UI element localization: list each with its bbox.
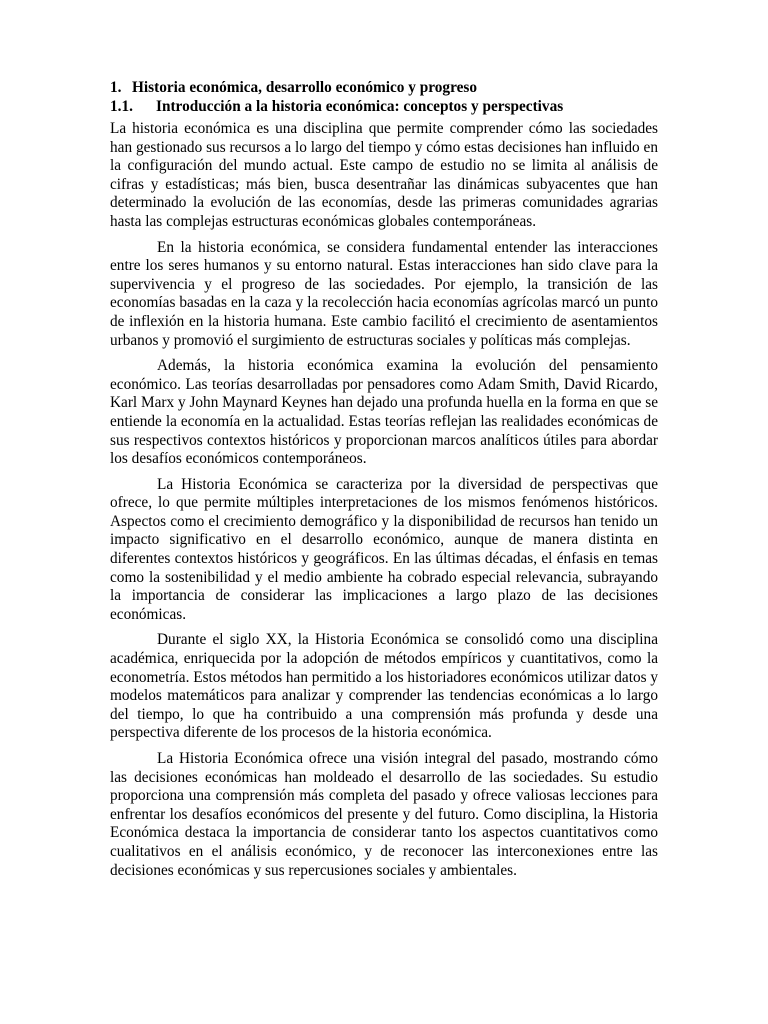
- document-page: [110, 78, 658, 880]
- paragraph-4: La Historia Económica se caracteriza por la diversidad de perspectivas que ofrece, lo que permite múltiples interpretaciones de los mismos fenómenos históricos. Aspectos como el crecimiento demográfico y la disponibilidad de recursos han tenido un impacto significativo en el desarrollo económico, aunque de manera distinta en diferentes contextos históricos y geográficos. En las últimas décadas, el énfasis en temas como la sostenibilidad y el medio ambiente ha cobrado especial relevancia, subrayando la importancia de considerar las implicaciones a largo plazo de las decisiones económicas.: [110, 475, 658, 623]
- paragraph-2: En la historia económica, se considera fundamental entender las interacciones entre los seres humanos y su entorno natural. Estas interacciones han sido clave para la supervivencia y el progreso de las sociedades. Por ejemplo, la transición de las economías basadas en la caza y la recolección hacia economías agrícolas marcó un punto de inflexión en la historia humana. Este cambio facilitó el crecimiento de asentamientos urbanos y promovió el surgimiento de estructuras sociales y políticas más complejas.: [110, 238, 658, 349]
- subsection-heading: [110, 97, 658, 116]
- section-heading: [110, 78, 658, 97]
- paragraph-5: Durante el siglo XX, la Historia Económica se consolidó como una disciplina académica, enriquecida por la adopción de métodos empíricos y cuantitativos, como la econometría. Estos métodos han permitido a los historiadores económicos utilizar datos y modelos matemáticos para analizar y comprender las tendencias económicas a lo largo del tiempo, lo que ha contribuido a una comprensión más profunda y desde una perspectiva diferente de los procesos de la historia económica.: [110, 631, 659, 742]
- section-title: Historia económica, desarrollo económico y progreso: [132, 79, 477, 96]
- section-number: 1.: [110, 79, 122, 96]
- subsection-number: 1.1.: [110, 98, 133, 115]
- body-text: [110, 120, 658, 880]
- subsection-title: Introducción a la historia económica: conceptos y perspectivas: [156, 98, 564, 115]
- paragraph-1: La historia económica es una disciplina que permite comprender cómo las sociedades han gestionado sus recursos a lo largo del tiempo y cómo estas decisiones han influido en la configuración del mundo actual. Este campo de estudio no se limita al análisis de cifras y estadísticas; más bien, busca desentrañar las dinámicas subyacentes que han determinado la evolución de las economías, desde las primeras comunidades agrarias hasta las complejas estructuras económicas globales contemporáneas.: [110, 120, 658, 230]
- paragraph-3: Además, la historia económica examina la evolución del pensamiento económico. Las teorías desarrolladas por pensadores como Adam Smith, David Ricardo, Karl Marx y John Maynard Keynes han dejado una profunda huella en la forma en que se entiende la economía en la actualidad. Estas teorías reflejan las realidades económicas de sus respectivos contextos históricos y proporcionan marcos analíticos útiles para abordar los desafíos económicos contemporáneos.: [110, 357, 658, 468]
- paragraph-6: La Historia Económica ofrece una visión integral del pasado, mostrando cómo las decisiones económicas han moldeado el desarrollo de las sociedades. Su estudio proporciona una comprensión más completa del pasado y ofrece valiosas lecciones para enfrentar los desafíos económicos del presente y del futuro. Como disciplina, la Historia Económica destaca la importancia de considerar tanto los aspectos cuantitativos como cualitativos en el análisis económico, y de reconocer las interconexiones entre las decisiones económicas y sus repercusiones sociales y ambientales.: [110, 750, 658, 879]
